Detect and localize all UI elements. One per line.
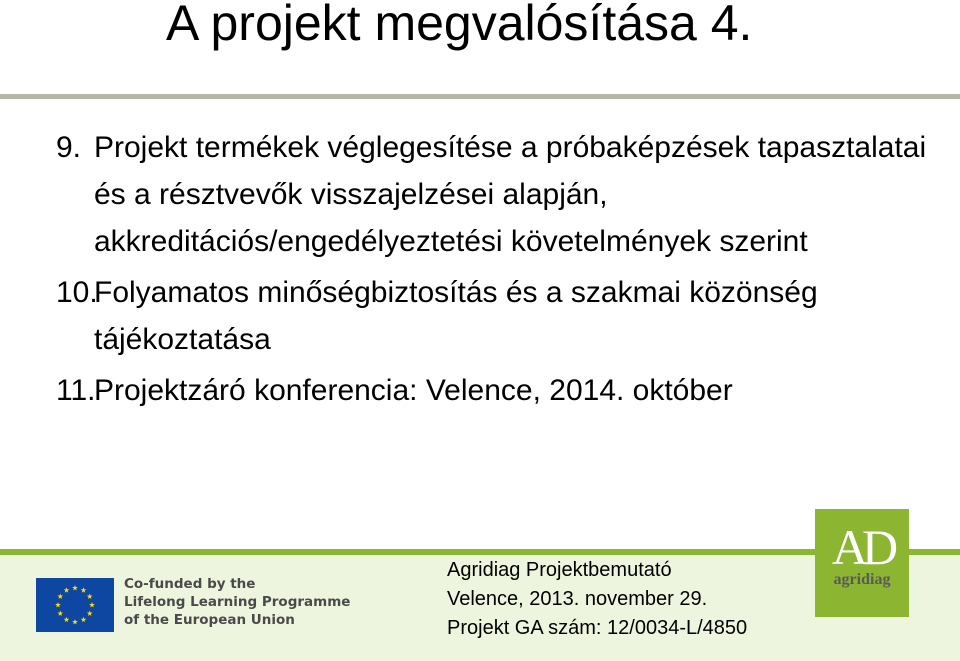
logo-wordmark: agridiag (833, 571, 891, 588)
item-number: 11. (56, 374, 96, 407)
list-item (56, 367, 936, 414)
item-list (56, 124, 936, 418)
eu-text-line: Lifelong Learning Programme (124, 594, 351, 610)
eu-flag-icon (36, 578, 114, 632)
project-info (447, 556, 747, 643)
eu-text-line: of the European Union (124, 612, 295, 628)
item-number: 10. (56, 276, 98, 309)
info-line: Projekt GA szám: 12/0034-L/4850 (447, 617, 748, 639)
slide-title: A projekt megvalósítása 4. (166, 0, 753, 51)
eu-cofunded-text (124, 575, 350, 629)
item-text: Folyamatos minőségbiztosítás és a szakmai közönség tájékoztatása (94, 276, 818, 356)
logo-mark: AD (831, 519, 893, 575)
list-item (56, 269, 936, 363)
item-text: Projekt termékek véglegesítése a próbaképzések tapasztalatai és a résztvevők visszajelzései alapján, akkreditációs/engedélyeztetési követelmények szerint (94, 131, 927, 258)
info-line: Velence, 2013. november 29. (447, 588, 708, 610)
agridiag-logo (815, 509, 909, 617)
item-number: 9. (56, 131, 82, 164)
item-text: Projektzáró konferencia: Velence, 2014. október (94, 374, 733, 407)
eu-text-line: Co-funded by the (124, 576, 256, 592)
list-item (56, 124, 936, 265)
info-line: Agridiag Projektbemutató (447, 559, 672, 581)
title-divider (0, 94, 960, 99)
